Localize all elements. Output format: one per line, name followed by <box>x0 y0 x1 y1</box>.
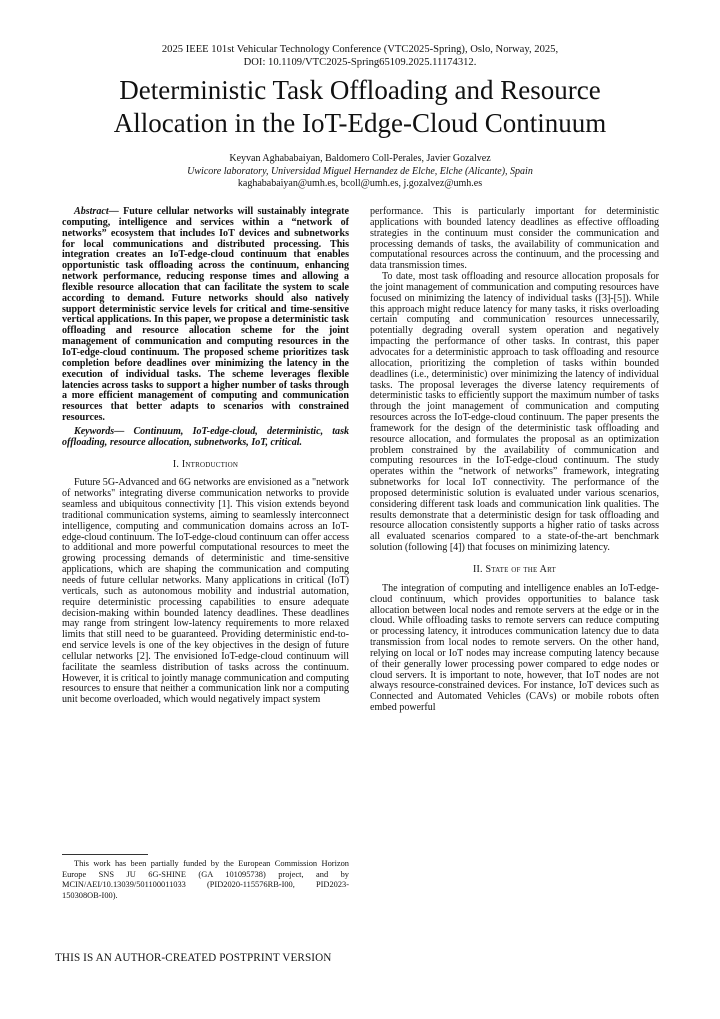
conference-header <box>0 44 720 69</box>
postprint-notice: THIS IS AN AUTHOR-CREATED POSTPRINT VERSION <box>55 952 332 964</box>
author-affiliation: Uwicore laboratory, Universidad Miguel Hernandez de Elche, Elche (Alicante), Spain <box>187 165 533 177</box>
keywords-label: Keywords <box>74 425 115 437</box>
sota-paragraph-1: The integration of computing and intelligence enables an IoT-edge-cloud continuum, which provides opportunities to balance task allocation between local nodes and remote servers at the edge or in the cloud. While offloading tasks to remote servers can reduce computing or processing latency, it introduces communication latency due to data transmission from local nodes to remote servers. On the other hand, relying on local or IoT nodes may increase computing latency because of their generally lower processing power compared to edge nodes or cloud servers. It is important to note, however, that IoT nodes are not always resource-constrained devices. For instance, IoT devices such as Connected and Automated Vehicles (CAVs) or mobile robots often embed powerful <box>370 582 659 714</box>
intro-paragraph-1: Future 5G-Advanced and 6G networks are envisioned as a "network of networks" integrating diverse communication networks to provide seamless and ubiquitous connectivity [1]. This vision extends beyond traditional communication systems, aiming to seamlessly interconnect intelligence, computing and communication domains across an IoT-edge-cloud continuum. The IoT-edge-cloud continuum can offer access to additional and more powerful computational resources to meet the growing processing demands of deterministic and time-sensitive applications, which are shaping the communication and computing needs of future cellular networks. Many applications in critical (IoT) verticals, such as autonomous mobility and industrial automation, require deterministic processing capabilities to ensure adequate decision-making within bounded latency deadlines. These deadlines may range from stringent low-latency requirements to more relaxed limits that still need to be guaranteed. Providing deterministic end-to-end service levels is one of the key objectives in the design of future cellular networks [2]. The envisioned IoT-edge-cloud continuum will facilitate the seamless distribution of tasks across the continuum. However, it is critical to jointly manage communication and computing resources to ensure that neither a communication link nor a computing unit become overloaded, which would negatively impact system <box>62 477 349 706</box>
abstract <box>62 207 349 424</box>
abstract-dash: — <box>108 206 124 217</box>
intro-paragraph-1-continued: performance. This is particularly important for deterministic applications with bounded latency deadlines as effective offloading strategies in the continuum must consider the communication and processing demands of tasks, the availability of communication and computational resources across the continuum, and the processing and data transmission times. <box>370 206 659 272</box>
section-title: Introduction <box>181 458 239 470</box>
section-title: State of the Art <box>485 564 557 575</box>
title-line-1: Deterministic Task Offloading and Resource <box>119 75 601 105</box>
section-heading-introduction <box>62 460 349 471</box>
left-column <box>62 207 349 706</box>
abstract-text: Future cellular networks will sustainably integrate computing, intelligence and services within a “network of networks” ecosystem that includes IoT devices and subnetworks for local communications and distributed processing. This integration creates an IoT-edge-cloud continuum that enables opportunistic task offloading across the continuum, enhancing network performance, reducing response times and allowing a flexible resource allocation that can facilitate the system to scale according to demand. Future networks should also natively support deterministic service levels for critical and time-sensitive vertical applications. In this paper, we propose a deterministic task offloading and resource allocation scheme for the joint management of communication and computing resources in the IoT-edge-cloud continuum. The proposed scheme prioritizes task completion before deadlines over minimizing the latency in the execution of individual tasks. The scheme leverages flexible latencies across tasks to support a higher number of tasks through a more efficient management of computing and communication resources that better adapts to scenarios with constrained resources. <box>62 206 349 424</box>
author-emails: kaghababaiyan@umh.es, bcoll@umh.es, j.gozalvez@umh.es <box>237 178 483 189</box>
conference-line: 2025 IEEE 101st Vehicular Technology Conference (VTC2025-Spring), Oslo, Norway, 2025, <box>161 44 559 55</box>
intro-paragraph-2: To date, most task offloading and resource allocation proposals for the joint management of communication and computing resources have focused on minimizing the latency of individual tasks ([3]-[5]). While this approach might reduce latency for many tasks, it risks overloading certain computing and communication resources unnecessarily, potentially degrading overall system operation and negatively impacting the performance of other tasks. In contrast, this paper advocates for a deterministic approach to task offloading and resource allocation, prioritizing the completion of tasks within bounded deadlines (i.e., deterministic) over minimizing the latency of individual tasks. The proposal leverages the diverse latency requirements of deterministic tasks to efficiently support the maximum number of tasks through the joint management of communication and computing resources across the IoT-edge-cloud continuum. The paper presents the framework for the design of the deterministic task offloading and resource allocation, and formulates the proposal as an optimization problem constrained by the availability of communication and computing resources in the IoT-edge-cloud continuum. The study operates within the “network of networks” framework, integrating subnetworks for local IoT connectivity. The performance of the proposed deterministic solution is evaluated under various scenarios, considering different task loads and communication link qualities. The results demonstrate that a deterministic design for task offloading and resource allocation consistently supports a higher ratio of tasks across all evaluated scenarios compared to a state-of-the-art benchmark solution (following [4]) that focuses on minimizing latency. <box>370 271 659 554</box>
keywords <box>62 427 349 449</box>
keywords-dash: — <box>114 425 134 437</box>
section-heading-state-of-the-art <box>370 565 659 576</box>
funding-footnote: This work has been partially funded by the European Commission Horizon Europe SNS JU 6G-SHINE (GA 101095738) project, and by MCIN/AEI/10.13039/501100011033 (PID2020-115576RB-I00, PID2023-150308OB-I00). <box>62 859 349 900</box>
section-numeral: II. <box>472 564 483 575</box>
paper-title <box>40 74 680 139</box>
section-numeral: I. <box>172 458 180 470</box>
author-block <box>0 153 720 191</box>
keywords-text: Continuum, IoT-edge-cloud, deterministic, task offloading, resource allocation, subnetworks, IoT, critical. <box>62 425 350 448</box>
doi-line: DOI: 10.1109/VTC2025-Spring65109.2025.11174312. <box>243 56 477 68</box>
author-names: Keyvan Aghababaiyan, Baldomero Coll-Perales, Javier Gozalvez <box>229 153 491 164</box>
abstract-label: Abstract <box>74 206 109 217</box>
footnote-divider <box>62 854 148 855</box>
title-line-2: Allocation in the IoT-Edge-Cloud Continuum <box>113 107 607 138</box>
right-column <box>370 207 659 714</box>
